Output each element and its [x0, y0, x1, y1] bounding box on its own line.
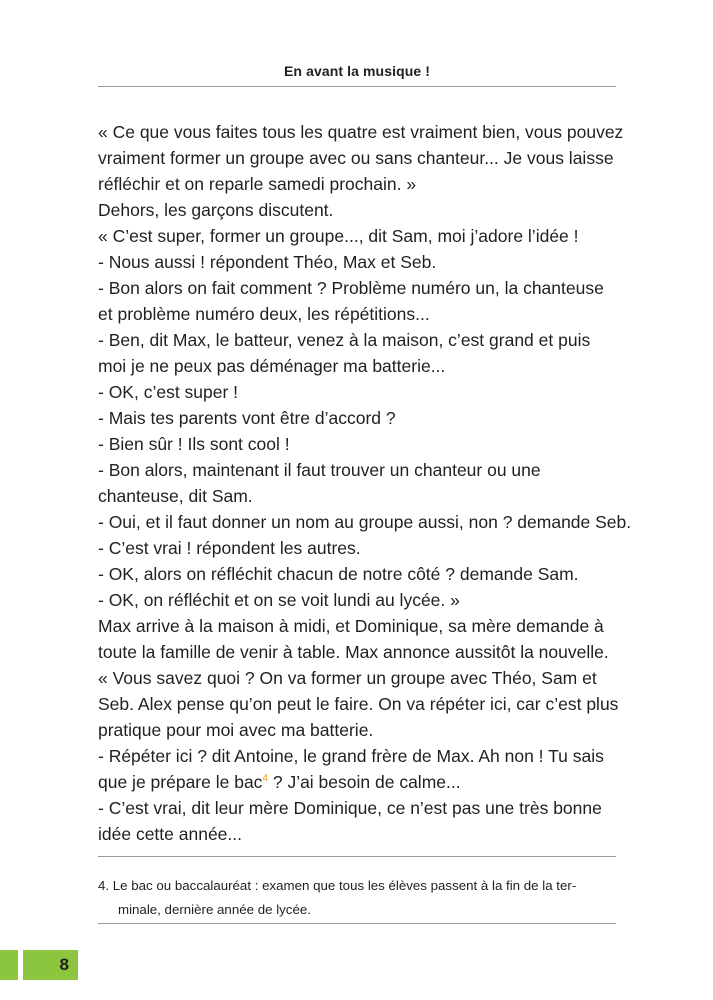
footnote-ref[interactable]: 4	[262, 773, 268, 785]
text-line: - OK, on réfléchit et on se voit lundi au lycée. »	[98, 590, 460, 610]
text-line: Max arrive à la maison à midi, et Dominique, sa mère demande à	[98, 616, 604, 636]
text-segment: ? J’ai besoin de calme...	[267, 772, 461, 792]
text-line: - OK, alors on réfléchit chacun de notre côté ? demande Sam.	[98, 564, 579, 584]
text-line: moi je ne peux pas déménager ma batterie...	[98, 356, 446, 376]
body-text	[98, 119, 632, 847]
text-line: - C’est vrai, dit leur mère Dominique, ce n’est pas une très bonne	[98, 798, 602, 818]
page-number: 8	[23, 950, 78, 980]
text-line: toute la famille de venir à table. Max annonce aussitôt la nouvelle.	[98, 642, 609, 662]
text-line: chanteuse, dit Sam.	[98, 486, 253, 506]
text-line: - Bon alors, maintenant il faut trouver un chanteur ou une	[98, 460, 541, 480]
text-line: idée cette année...	[98, 824, 242, 844]
page-tab-strip	[0, 950, 18, 980]
text-line: - OK, c’est super !	[98, 382, 239, 402]
text-line: pratique pour moi avec ma batterie.	[98, 720, 374, 740]
text-segment: que je prépare le bac	[98, 772, 263, 792]
text-line: - Bien sûr ! Ils sont cool !	[98, 434, 290, 454]
text-line: « Vous savez quoi ? On va former un groupe avec Théo, Sam et	[98, 668, 597, 688]
footnote-line: 4. Le bac ou baccalauréat : examen que tous les élèves passent à la fin de la ter-	[98, 878, 577, 893]
text-line: - Bon alors on fait comment ? Problème numéro un, la chanteuse	[98, 278, 604, 298]
text-line: - Mais tes parents vont être d’accord ?	[98, 408, 396, 428]
text-line: Seb. Alex pense qu’on peut le faire. On va répéter ici, car c’est plus	[98, 694, 619, 714]
text-line: - Oui, et il faut donner un nom au groupe aussi, non ? demande Seb.	[98, 512, 632, 532]
text-line: et problème numéro deux, les répétitions...	[98, 304, 430, 324]
footnote-rule	[98, 856, 616, 857]
text-line: - Répéter ici ? dit Antoine, le grand frère de Max. Ah non ! Tu sais	[98, 746, 604, 766]
running-title: En avant la musique !	[283, 63, 431, 79]
footnote-line: minale, dernière année de lycée.	[118, 902, 311, 917]
text-line-with-footnote-ref	[98, 769, 616, 795]
text-line: vraiment former un groupe avec ou sans chanteur... Je vous laisse	[98, 148, 614, 168]
text-line: réfléchir et on reparle samedi prochain. »	[98, 174, 417, 194]
text-line: - C’est vrai ! répondent les autres.	[98, 538, 361, 558]
header-rule	[98, 86, 616, 87]
text-line: « Ce que vous faites tous les quatre est vraiment bien, vous pouvez	[98, 122, 624, 142]
text-line: - Ben, dit Max, le batteur, venez à la maison, c’est grand et puis	[98, 330, 591, 350]
text-line: Dehors, les garçons discutent.	[98, 200, 334, 220]
footnote-end-rule	[98, 923, 616, 924]
text-line: - Nous aussi ! répondent Théo, Max et Seb.	[98, 252, 437, 272]
footnote	[98, 874, 616, 922]
text-line: « C’est super, former un groupe..., dit Sam, moi j’adore l’idée !	[98, 226, 579, 246]
